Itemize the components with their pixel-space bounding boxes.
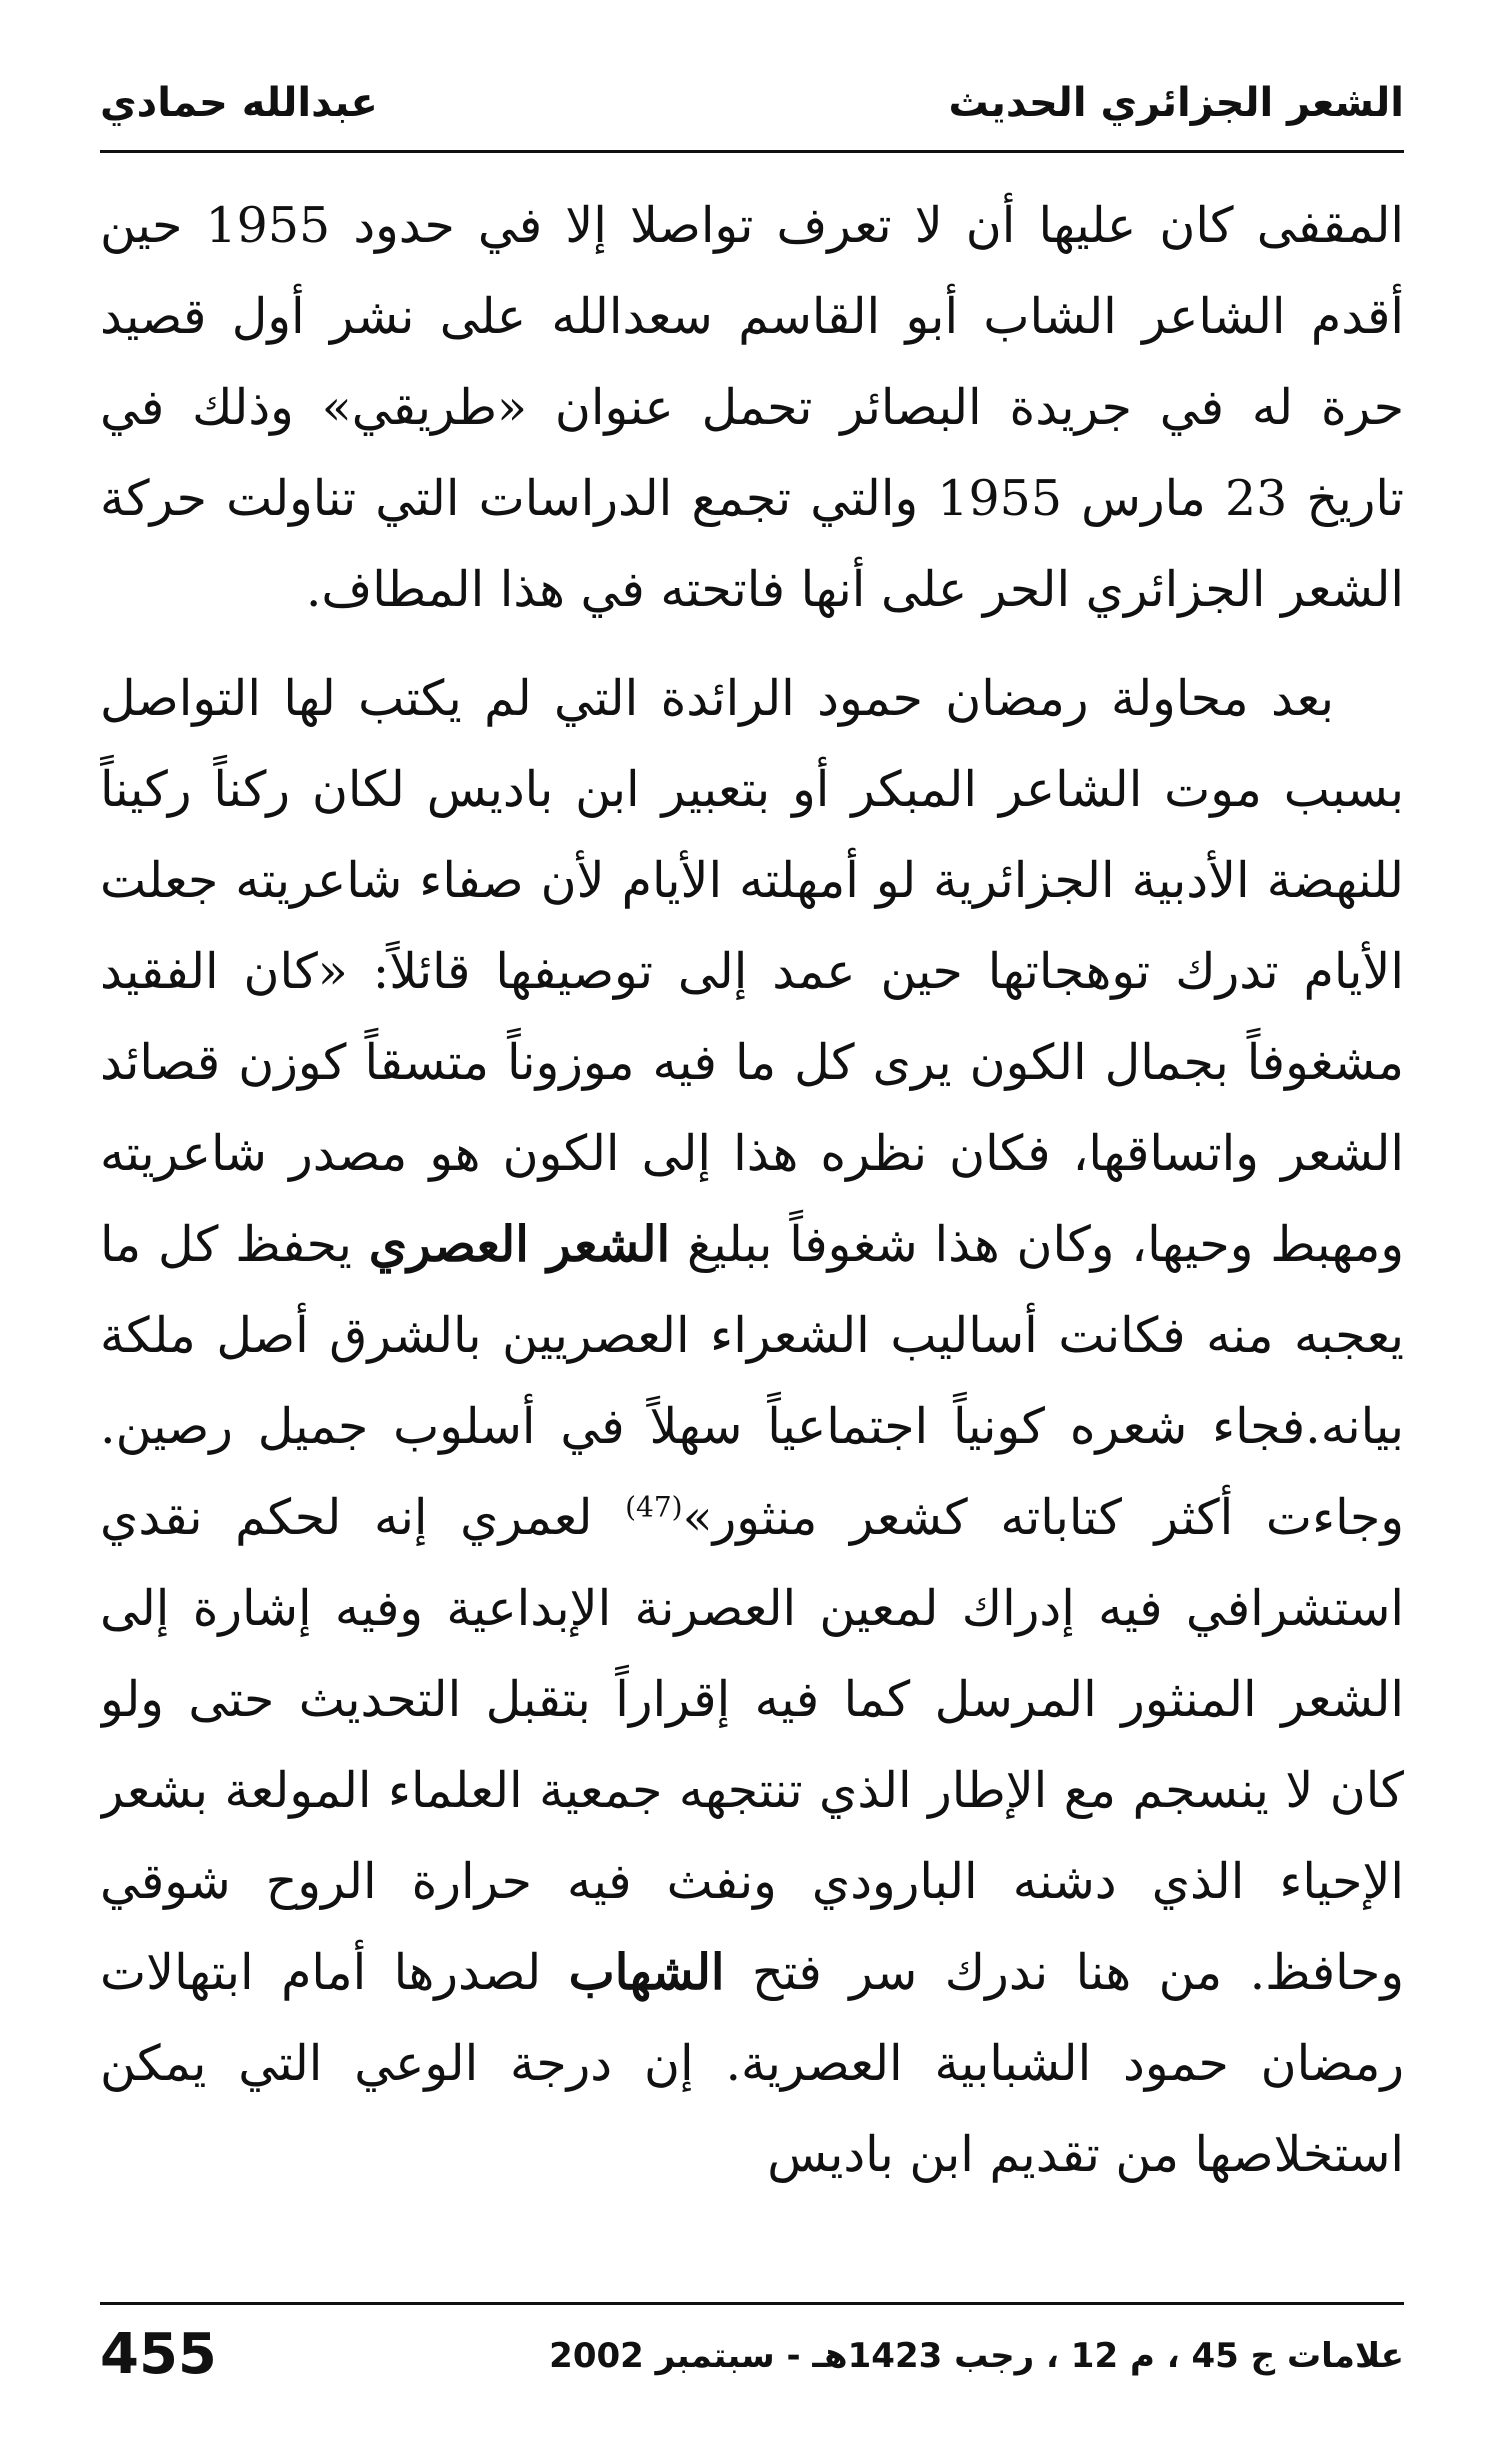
- body-text: [100, 180, 1404, 2290]
- paragraph-2: [100, 653, 1404, 2200]
- paragraph-2-text-c: لعمري إنه لحكم نقدي استشرافي فيه إدراك لمعين العصرنة الإبداعية وفيه إشارة إلى الشعر المنثور المرسل كما فيه إقراراً بتقبل التحديث حتى ولو كان لا ينسجم مع الإطار الذي تنتجهه جمعية العلماء المولعة بشعر الإحياء الذي دشنه البارودي ونفث فيه حرارة الروح شوقي وحافظ. من هنا ندرك سر فتح: [100, 1489, 1404, 2001]
- running-title: الشعر الجزائري الحديث: [948, 80, 1404, 126]
- bold-term-modern-poetry: الشعر العصري: [368, 1215, 671, 1273]
- page-header: [100, 60, 1404, 150]
- page-number: 455: [100, 2322, 217, 2387]
- journal-info: علامات ج 45 ، م 12 ، رجب 1423هـ - سبتمبر 2002: [549, 2336, 1404, 2376]
- paragraph-2-text-a: بعد محاولة رمضان حمود الرائدة التي لم يكتب لها التواصل بسبب موت الشاعر المبكر أو بتعبير ابن باديس لكان ركناً ركيناً للنهضة الأدبية الجزائرية لو أمهلته الأيام لأن صفاء شاعريته جعلت الأيام تدرك توهجاتها حين عمد إلى توصيفها قائلاً: «كان الفقيد مشغوفاً بجمال الكون يرى كل ما فيه موزوناً متسقاً كوزن قصائد الشعر واتساقها، فكان نظره هذا إلى الكون هو مصدر شاعريته ومهبط وحيها، وكان هذا شغوفاً ببليغ: [100, 670, 1404, 1273]
- bold-term-shihab: الشهاب: [568, 1943, 725, 2001]
- running-author: عبدالله حمادي: [100, 80, 378, 126]
- paragraph-2-text-d: لصدرها أمام ابتهالات رمضان حمود الشبابية العصرية. إن درجة الوعي التي يمكن استخلاصها من تقديم ابن باديس: [100, 1944, 1404, 2183]
- footnote-reference[interactable]: (47): [625, 1490, 683, 1524]
- paragraph-2-text-b: يحفظ كل ما يعجبه منه فكانت أساليب الشعراء العصريين بالشرق أصل ملكة بيانه.فجاء شعره كونياً اجتماعياً سهلاً في أسلوب جميل رصين. وجاءت أكثر كتاباته كشعر منثور»: [100, 1216, 1404, 1546]
- header-rule: [100, 150, 1404, 153]
- footer-rule: [100, 2302, 1404, 2305]
- page-footer: [100, 2318, 1404, 2398]
- paragraph-1: المقفى كان عليها أن لا تعرف تواصلا إلا في حدود 1955 حين أقدم الشاعر الشاب أبو القاسم سعدالله على نشر أول قصيد حرة له في جريدة البصائر تحمل عنوان «طريقي» وذلك في تاريخ 23 مارس 1955 والتي تجمع الدراسات التي تناولت حركة الشعر الجزائري الحر على أنها فاتحته في هذا المطاف.: [100, 197, 1404, 618]
